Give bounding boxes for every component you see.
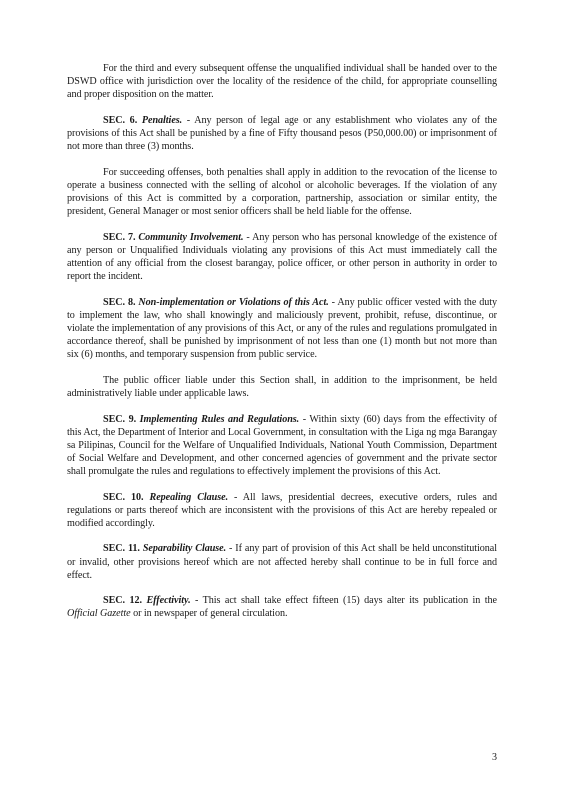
section-text: - Within sixty (60) days from the effectivity of this Act, the Department of Interior and Local Government, in consultation with the Liga ng mga Barangay sa Pilipinas, Council for the Welfare of Unqualified Individuals, National Youth Commission, Department of Social Welfare and Development, and other concerned agencies of government and the private sector shall promulgate the rules and regulations to effectively implement the provisions of this Act. xyxy=(67,413,497,477)
section-number: SEC. 12. xyxy=(103,595,142,607)
section-title: Effectivity. xyxy=(146,595,191,607)
section-8-non-implementation xyxy=(67,296,497,361)
section-6-penalties xyxy=(67,114,497,153)
section-title: Implementing Rules and Regulations. xyxy=(139,413,300,425)
section-text: - If any part of provision of this Act shall be held unconstitutional or invalid, other provisions hereof which are not affected hereby shall continue to be in full force and effect. xyxy=(67,543,497,581)
paragraph-public-officer-liable xyxy=(67,374,497,400)
paragraph-third-offense xyxy=(67,62,497,101)
section-title: Non-implementation or Violations of this Act. xyxy=(138,296,329,308)
paragraph-text: For succeeding offenses, both penalties shall apply in addition to the revocation of the license to operate a business connected with the selling of alcohol or alcoholic beverages. If the violation of any provisions of this Act is committed by a corporation, partnership, association or similar entity, the president, General Manager or most senior officers shall be held liable for the offense. xyxy=(67,166,497,218)
page-number: 3 xyxy=(492,752,497,763)
section-text: - Any public officer vested with the duty to implement the law, who shall knowingly and maliciously prevent, prohibit, refuse, discontinue, or violate the implementation of any provisions of this Act, or any of the rules and regulations promulgated in accordance thereof, shall be punished by imprisonment of not less than one (1) month but not more than six (6) months, and temporary suspension from public service. xyxy=(67,296,497,361)
section-text: - This act shall take effect fifteen (15) days alter its publication in the xyxy=(190,595,497,607)
section-number: SEC. 9. xyxy=(103,413,137,425)
section-text: - All laws, presidential decrees, executive orders, rules and regulations or parts thereof which are inconsistent with the provisions of this Act are hereby repealed or modified accordingly. xyxy=(67,491,498,529)
section-title: Community Involvement. xyxy=(138,231,244,243)
section-text: - Any person of legal age or any establishment who violates any of the provisions of this Act shall be punished by a fine of Fifty thousand pesos (P50,000.00) or imprisonment of not more than three (3) months. xyxy=(67,114,498,153)
section-number: SEC. 10. xyxy=(103,491,144,503)
section-7-community-involvement xyxy=(67,231,497,283)
section-number: SEC. 8. xyxy=(103,296,136,308)
section-number: SEC. 11. xyxy=(103,543,140,555)
paragraph-text: For the third and every subsequent offense the unqualified individual shall be handed over to the DSWD office with jurisdiction over the locality of the residence of the child, for appropriate counselling and proper disposition on the matter. xyxy=(67,63,497,101)
section-10-repealing-clause xyxy=(67,491,497,530)
section-title: Repealing Clause. xyxy=(149,491,229,503)
section-11-separability-clause xyxy=(67,542,497,581)
section-9-implementing-rules xyxy=(67,413,497,478)
paragraph-succeeding-offenses xyxy=(67,166,497,218)
official-gazette-text: Official Gazette xyxy=(67,608,131,620)
section-title: Penalties. xyxy=(141,114,183,126)
paragraph-text: The public officer liable under this Section shall, in addition to the imprisonment, be held administratively liable under applicable laws. xyxy=(67,374,497,399)
section-number: SEC. 7. xyxy=(103,231,136,243)
section-title: Separability Clause. xyxy=(142,543,227,555)
section-number: SEC. 6. xyxy=(103,114,138,126)
section-12-effectivity xyxy=(67,594,497,620)
section-text: - Any person who has personal knowledge of the existence of any person or Unqualified Individuals violating any provisions of this Act must immediately call the attention of any official from the closest barangay, police officer, or other person in authority in order to report the incident. xyxy=(67,231,498,282)
section-text-end: or in newspaper of general circulation. xyxy=(130,608,288,620)
